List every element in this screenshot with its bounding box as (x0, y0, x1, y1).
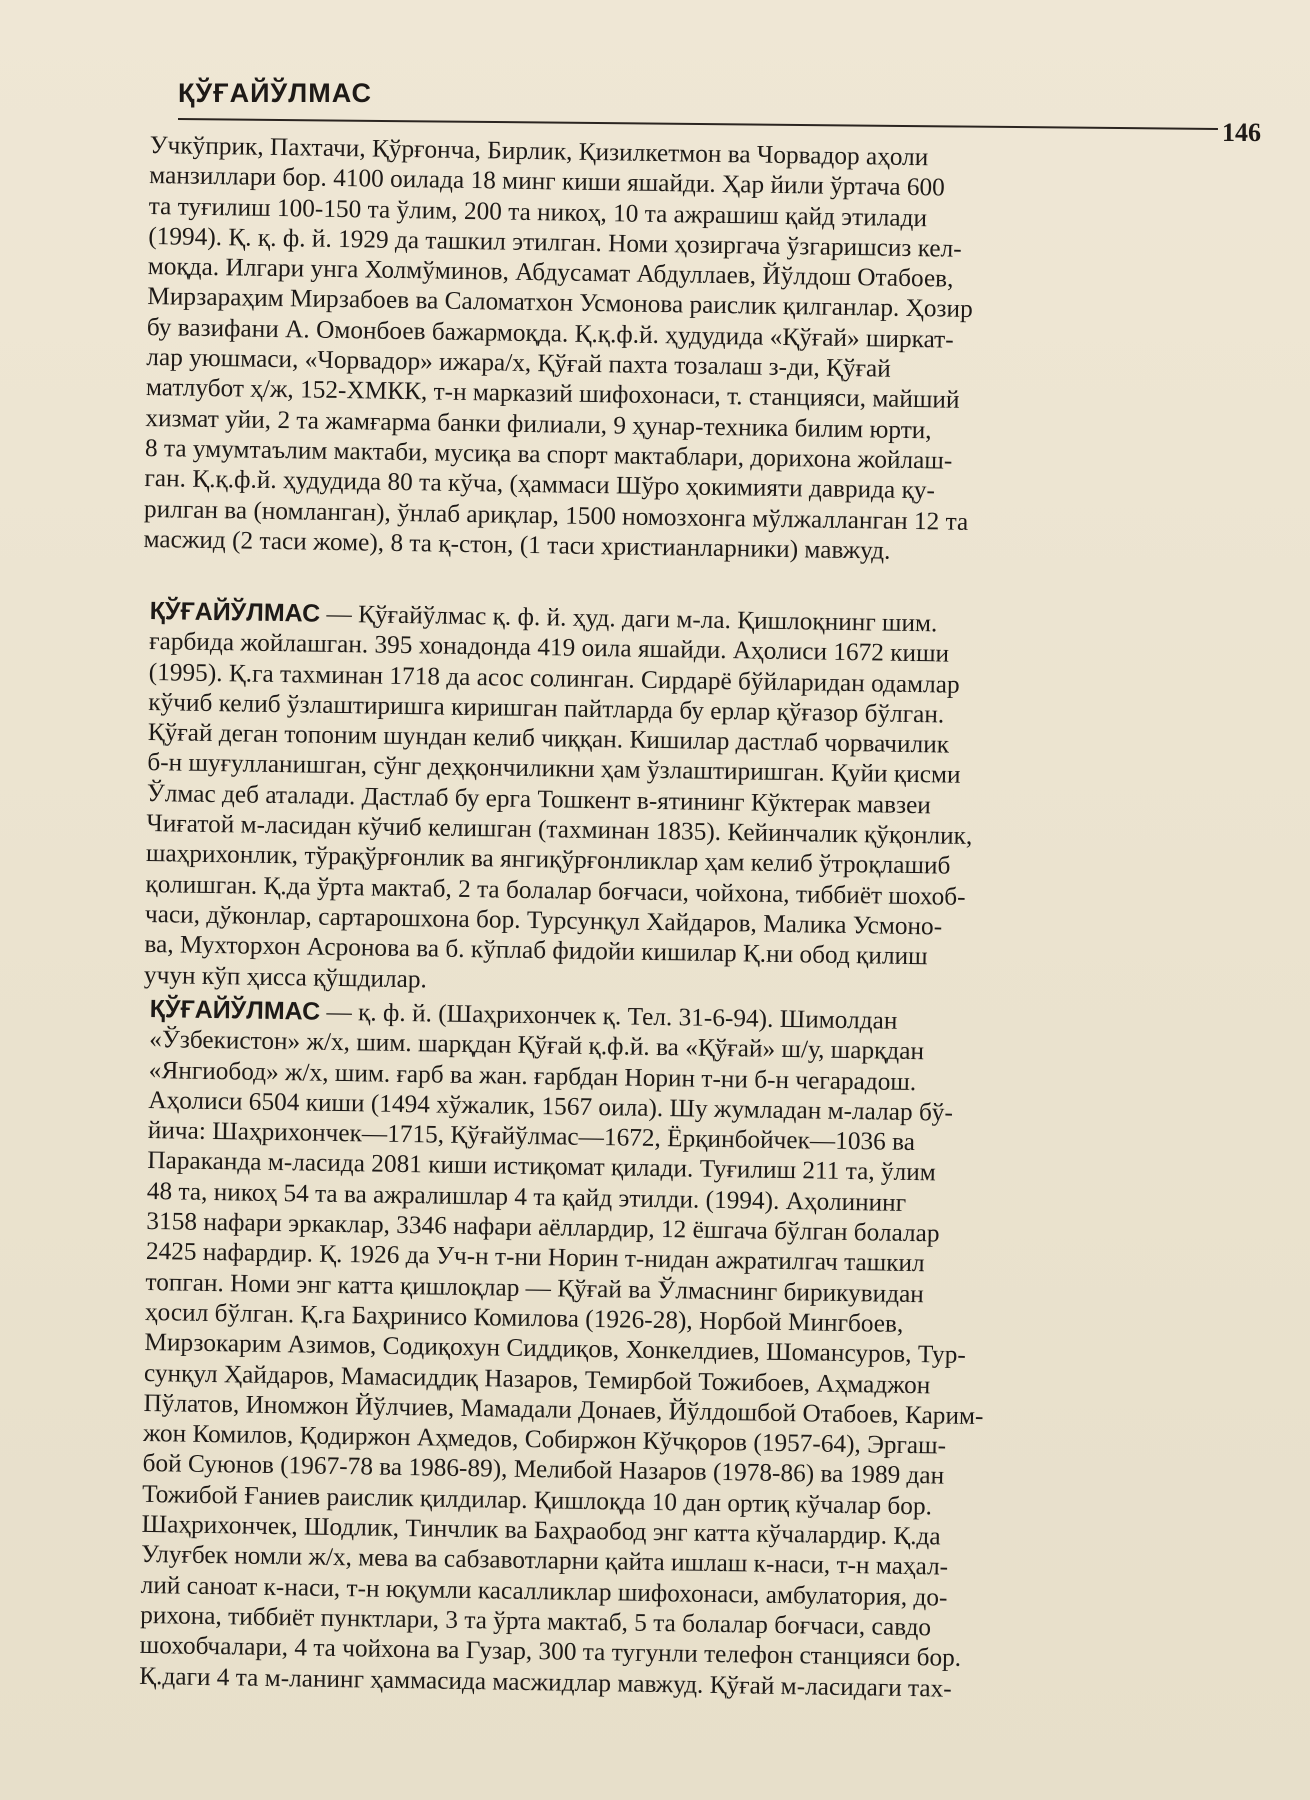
entry-body: — қ. ф. й. (Шаҳрихончек қ. Тел. 31-6-94). Шимолдан «Ўзбекистон» ж/х, шим. шарқдан Қўғай қ.ф.й. ва «Қўғай» ш/у, шарқдан «Янгиобод» ж/х, шим. ғарб ва жан. ғарбдан Норин т-ни б-н чегарадош. Аҳолиси 6504 киши (1494 хўжалик, 1567 оила). Шу жумладан м-лалар бў- йича: Шаҳрихончек—1715, Қўғайўлмас—1672, Ёрқинбойчек—1036 ва Параканда м-ласида 2081 киши истиқомат қилади. Туғилиш 211 та, ўлим 48 та, никоҳ 54 та ва ажралишлар 4 та қайд этилди. (1994). Аҳолининг 3158 нафари эркаклар, 3346 нафари аёллардир, 12 ёшгача бўлган болалар 2425 нафардир. Қ. 1926 да Уч-н т-ни Норин т-нидан ажратилгач ташкил топган. Номи энг катта қишлоқлар — Қўғай ва Ўлмаснинг бирикувидан ҳосил бўлган. Қ.га Баҳринисо Комилова (1926-28), Норбой Мингбоев, Мирзокарим Азимов, Содиқохун Сиддиқов, Хонкелдиев, Шомансуров, Тур- сунқул Ҳайдаров, Мамасиддиқ Назаров, Темирбой Тожибоев, Аҳмаджон Пўлатов, Иномжон Йўлчиев, Мамадали Донаев, Йўлдошбой Отабоев, Карим- жон Комилов, Қодиржон Аҳмедов, Собиржон Кўчқоров (1957-64), Эргаш- бой Суюнов (1967-78 ва 1986-89), Мелибой Назаров (1978-86) ва 1989 дан Тожибой Ғаниев раислик қилдилар. Қишлоқда 10 дан ортиқ кўчалар бор. Шаҳрихончек, Шодлик, Тинчлик ва Баҳраобод энг катта кўчалардир. Қ.да Улуғбек номли ж/х, мева ва сабзавотларни қайта ишлаш к-наси, т-н маҳал- лий саноат к-наси, т-н юқумли касалликлар шифохонаси, амбулатория, до- рихона, тиббиёт пунктлари, 3 та ўрта мактаб, 5 та болалар боғчаси, савдо шохобчалари, 4 та чойхона ва Гузар, 300 та тугунли телефон станцияси бор. Қ.даги 4 та м-ланинг ҳаммасида масжидлар мавжуд. Қўғай м-ласидаги тах- (139, 997, 984, 1703)
running-head: ҚЎҒАЙЎЛМАС (178, 78, 373, 108)
entry-kugayulmas-council (139, 994, 1268, 1708)
header-rule (178, 118, 1218, 130)
entry-headword: ҚЎҒАЙЎЛМАС (149, 994, 321, 1026)
entry-body: Учкўприк, Пахтачи, Қўрғонча, Бирлик, Қизилкетмон ва Чорвадор аҳоли манзиллари бор. 4100 оилада 18 минг киши яшайди. Ҳар йили ўртача 600 та туғилиш 100-150 та ўлим, 200 та никоҳ, 10 та ажрашиш қайд этилади (1994). Қ. қ. ф. й. 1929 да ташкил этилган. Номи ҳозиргача ўзгаришсиз кел- моқда. Илгари унга Холмўминов, Абдусамат Абдуллаев, Йўлдош Отабоев, Мирзараҳим Мирзабоев ва Саломатхон Усмонова раислик қилганлар. Ҳозир бу вазифани А. Омонбоев бажармоқда. Қ.қ.ф.й. ҳудудида «Қўғай» ширкат- лар уюшмаси, «Чорвадор» ижара/х, Қўғай пахта тозалаш з-ди, Қўғай матлубот ҳ/ж, 152-ХМКК, т-н марказий шифохонаси, т. станцияси, майший хизмат уйи, 2 та жамғарма банки филиали, 9 ҳунар-техника билим юрти, 8 та умумтаълим мактаби, мусиқа ва спорт мактаблари, дорихона жойлаш- ган. Қ.қ.ф.й. ҳудудида 80 та кўча, (ҳаммаси Шўро ҳокимияти даврида қу- рилган ва (номланган), ўнлаб ариқлар, 1500 номозхонга мўлжалланган 12 та масжид (2 таси жоме), 8 та қ-стон, (1 таси христианларники) мавжуд. (143, 130, 973, 565)
entry-continuation (143, 130, 1272, 572)
entry-body: — Қўғайўлмас қ. ф. й. ҳуд. даги м-ла. Қишлоқнинг шим. ғарбида жойлашган. 395 хонадонда 419 оила яшайди. Аҳолиси 1672 киши (1995). Қ.га тахминан 1718 да асос солинган. Сирдарё бўйларидан одамлар кўчиб келиб ўзлаштиришга киришган пайтларда бу ерлар қўғазор бўлган. Қўғай деган топоним шундан келиб чиққан. Кишилар дастлаб чорвачилик б-н шуғулланишган, сўнг деҳқончиликни ҳам ўзлаштиришган. Қуйи қисми Ўлмас деб аталади. Дастлаб бу ерга Тошкент в-ятининг Кўктерак мавзеи Чиғатой м-ласидан кўчиб келишган (тахминан 1835). Кейинчалик қўқонлик, шаҳрихонлик, тўрақўрғонлик ва янгиқўрғонликлар ҳам келиб ўтроқлашиб қолишган. Қ.да ўрта мактаб, 2 та болалар боғчаси, чойхона, тиббиёт шохоб- часи, дўконлар, сартарошхона бор. Турсунқул Хайдаров, Малика Усмоно- ва, Мухторхон Асронова ва б. кўплаб фидойи кишилар Қ.ни обод қилиш учун кўп ҳисса қўшдилар. (143, 599, 973, 993)
page-number: 146 (1222, 118, 1261, 147)
entry-kugayulmas-mahalla (144, 596, 1272, 1007)
entry-headword: ҚЎҒАЙЎЛМАС (149, 596, 321, 628)
